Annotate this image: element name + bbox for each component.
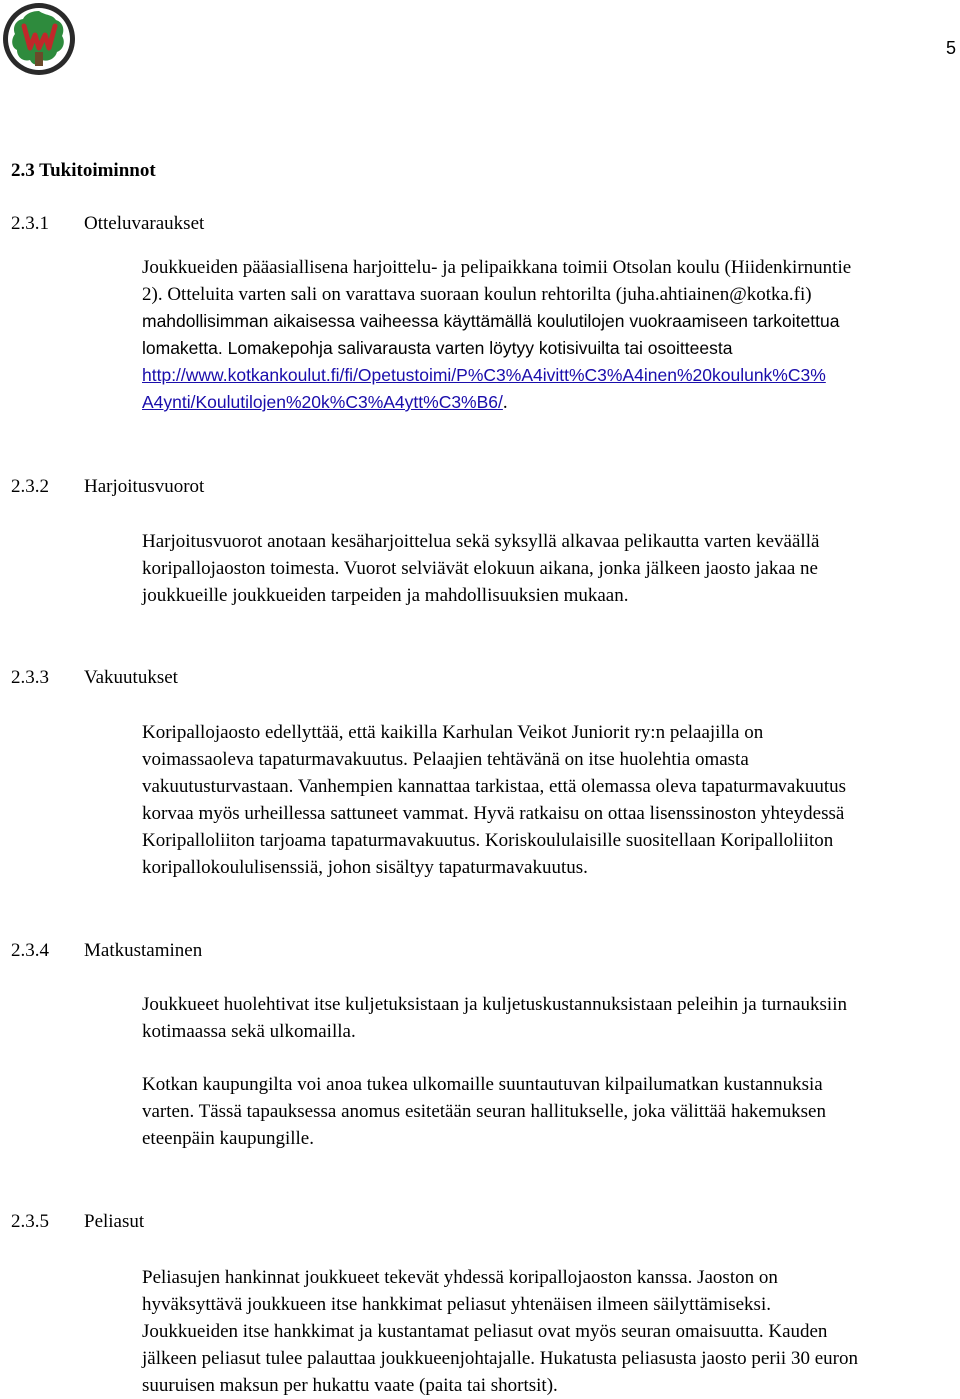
subsection-heading-matkustaminen [11, 940, 202, 962]
page-number: 5 [945, 38, 956, 58]
text-line: Harjoitusvuorot anotaan kesäharjoittelua sekä syksyllä alkavaa pelikautta varten keväällä [142, 531, 820, 552]
text-line: Peliasujen hankinnat joukkueet tekevät yhdessä koripallojaoston kanssa. Jaoston on [142, 1267, 778, 1288]
subsection-heading-vakuutukset [11, 667, 178, 689]
text-line: Joukkueet huolehtivat itse kuljetuksistaan ja kuljetuskustannuksistaan peleihin ja turnauksiin [142, 994, 847, 1015]
subsection-number: 2.3.3 [11, 667, 49, 688]
text-line: suuruisen maksun per hukattu vaate (paita tai shortsit). [142, 1375, 558, 1396]
text-line: Kotkan kaupungilta voi anoa tukea ulkomaille suuntautuvan kilpailumatkan kustannuksia [142, 1074, 823, 1095]
text-line: mahdollisimman aikaisessa vaiheessa käyttämällä koulutilojen vuokraamiseen tarkoitettua [142, 311, 840, 331]
subsection-number: 2.3.4 [11, 940, 49, 961]
subsection-title: Peliasut [84, 1211, 145, 1232]
subsection-heading-peliasut [11, 1211, 144, 1233]
text-line: Koripallojaosto edellyttää, että kaikilla Karhulan Veikot Juniorit ry:n pelaajilla on [142, 722, 764, 743]
text-line: koripallokoululisenssiä, johon sisältyy tapaturmavakuutus. [142, 857, 588, 878]
text-line: voimassaoleva tapaturmavakuutus. Pelaajien tehtävänä on itse huolehtia omasta [142, 749, 749, 770]
text-line: jälkeen peliasut tulee palauttaa joukkueenjohtajalle. Hukatusta peliasusta jaosto perii 30 euron [142, 1348, 858, 1369]
text-line: vakuutusturvastaan. Vanhempien kannattaa tarkistaa, että olemassa oleva tapaturmavakuutus [142, 776, 846, 797]
link-suffix: . [502, 392, 508, 413]
subsection-title: Otteluvaraukset [84, 213, 205, 234]
booking-form-link-continued[interactable]: A4ynti/Koulutilojen%20k%C3%A4ytt%C3%B6/ [142, 392, 503, 412]
subsection-title: Matkustaminen [84, 940, 203, 961]
paragraph-matkustaminen-1 [142, 991, 957, 1045]
subsection-title: Harjoitusvuorot [84, 476, 205, 497]
text-line: Joukkueiden pääasiallisena harjoittelu- ja pelipaikkana toimii Otsolan koulu (Hiidenkirnuntie [142, 257, 852, 278]
text-line: Koripalloliiton tarjoama tapaturmavakuutus. Koriskoululaisille suositellaan Koripalloliiton [142, 830, 834, 851]
text-line: korvaa myös urheillessa sattuneet vammat. Hyvä ratkaisu on ottaa lisenssinoston yhteydessä [142, 803, 845, 824]
text-line: lomaketta. Lomakepohja salivarausta varten löytyy kotisivuilta tai osoitteesta [142, 338, 733, 358]
subsection-title: Vakuutukset [84, 667, 178, 688]
text-line: 2). Otteluita varten sali on varattava suoraan koulun rehtorilta (juha.ahtiainen@kotka.fi) [142, 284, 812, 305]
subsection-number: 2.3.1 [11, 213, 49, 234]
subsection-heading-harjoitusvuorot [11, 476, 204, 498]
text-line: hyväksyttävä joukkueen itse hankkimat peliasut yhtenäisen ilmeen säilyttämiseksi. [142, 1294, 771, 1315]
text-line: joukkueille joukkueiden tarpeiden ja mahdollisuuksien mukaan. [142, 585, 629, 606]
paragraph-otteluvaraukset [142, 254, 957, 416]
section-heading: 2.3 Tukitoiminnot [11, 160, 156, 181]
paragraph-matkustaminen-2 [142, 1071, 957, 1152]
text-line: kotimaassa sekä ulkomailla. [142, 1021, 356, 1042]
paragraph-harjoitusvuorot [142, 528, 957, 609]
paragraph-peliasut [142, 1264, 957, 1399]
text-line: Joukkueiden itse hankkimat ja kustantamat peliasut ovat myös seuran omaisuutta. Kauden [142, 1321, 828, 1342]
paragraph-vakuutukset [142, 719, 957, 881]
booking-form-link[interactable]: http://www.kotkankoulut.fi/fi/Opetustoimi/P%C3%A4ivitt%C3%A4inen%20koulunk%C3% [142, 365, 826, 385]
subsection-heading-otteluvaraukset [11, 213, 204, 235]
text-line: eteenpäin kaupungille. [142, 1128, 314, 1149]
text-line: varten. Tässä tapauksessa anomus esitetään seuran hallitukselle, joka välittää hakemuksen [142, 1101, 826, 1122]
club-logo-icon [2, 2, 76, 76]
subsection-number: 2.3.5 [11, 1211, 49, 1232]
text-line: koripallojaoston toimesta. Vuorot selviävät elokuun aikana, jonka jälkeen jaosto jakaa ne [142, 558, 818, 579]
subsection-number: 2.3.2 [11, 476, 49, 497]
